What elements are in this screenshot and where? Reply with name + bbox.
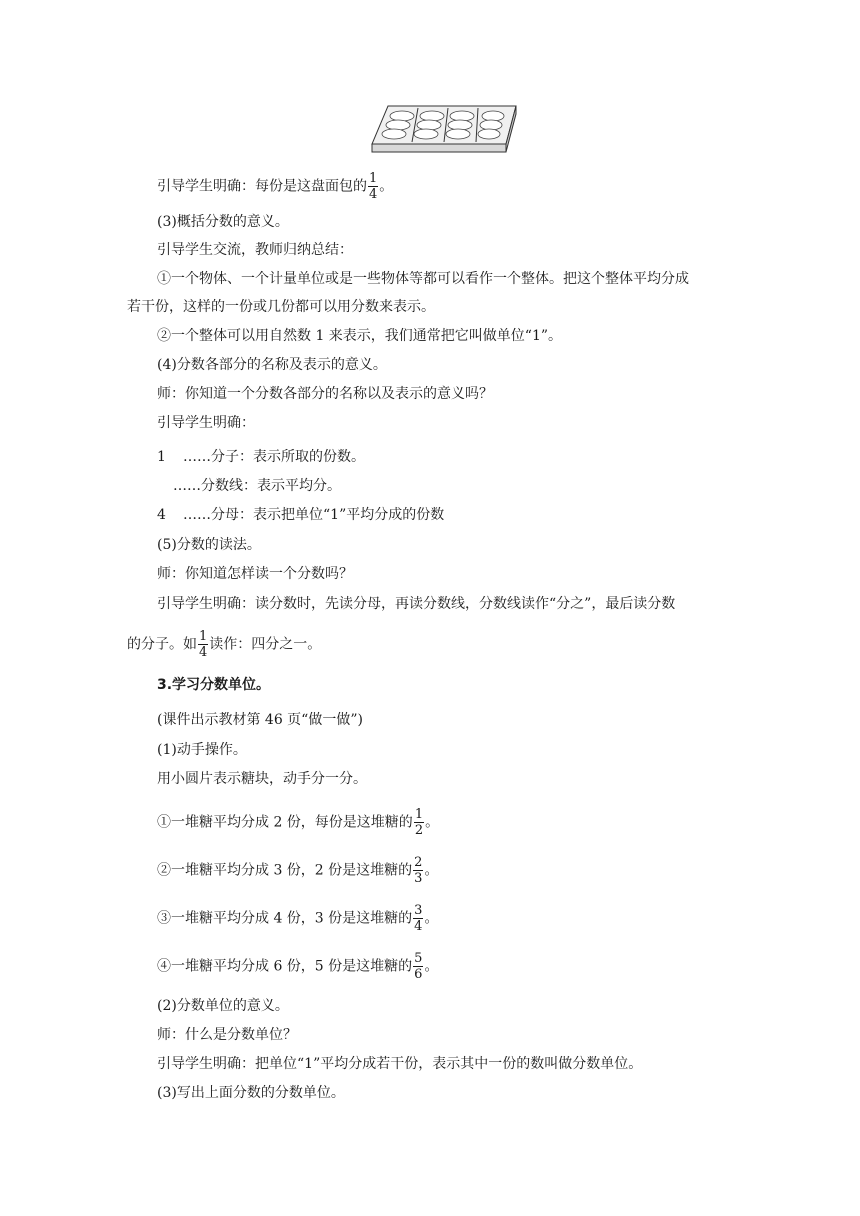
subheading: (3)概括分数的意义。 bbox=[157, 214, 289, 230]
fraction: $\frac{2}{3}$ bbox=[414, 855, 423, 886]
text-line: 若干份，这样的一份或几份都可以用分数来表示。 bbox=[127, 299, 435, 315]
text-line: ②一堆糖平均分成 3 份，2 份是这堆糖的 $\frac{2}{3}$ 。 bbox=[157, 855, 439, 886]
fraction: $\frac{1}{4}$ bbox=[199, 629, 208, 660]
text-line: ①一个物体、一个计量单位或是一些物体等都可以看作一个整体。把这个整体平均分成 bbox=[157, 271, 689, 287]
denominator-label: 4 bbox=[157, 507, 166, 523]
text-line: 师：你知道怎样读一个分数吗？ bbox=[157, 566, 353, 582]
fraction: $\frac{3}{4}$ bbox=[414, 903, 423, 934]
text-line: 师：什么是分数单位？ bbox=[157, 1027, 297, 1043]
subheading: (4)分数各部分的名称及表示的意义。 bbox=[157, 357, 387, 373]
subheading: (2)分数单位的意义。 bbox=[157, 998, 289, 1014]
text-line: 引导学生明确： bbox=[157, 415, 255, 431]
text-line: ①一堆糖平均分成 2 份，每份是这堆糖的 $\frac{1}{2}$ 。 bbox=[157, 807, 440, 838]
text-line: ④一堆糖平均分成 6 份，5 份是这堆糖的 $\frac{5}{6}$ 。 bbox=[157, 951, 439, 982]
text-line: 引导学生明确：读分数时，先读分母，再读分数线，分数线读作“分之”，最后读分数 bbox=[157, 596, 676, 612]
fraction-part-line: ……分数线：表示平均分。 bbox=[173, 478, 341, 494]
subheading: (5)分数的读法。 bbox=[157, 537, 261, 553]
text-line: ③一堆糖平均分成 4 份，3 份是这堆糖的 $\frac{3}{4}$ 。 bbox=[157, 903, 439, 934]
fraction-part-line: 1 ……分子：表示所取的份数。 bbox=[157, 449, 365, 465]
fraction: $\frac{1}{2}$ bbox=[414, 807, 424, 838]
text-line: 引导学生明确：把单位“1”平均分成若干份，表示其中一份的数叫做分数单位。 bbox=[157, 1056, 643, 1072]
text-line: (课件出示教材第 46 页“做一做”) bbox=[157, 712, 363, 728]
text-line: 的分子。如 $\frac{1}{4}$ 读作：四分之一。 bbox=[127, 629, 322, 660]
section-heading: 3.学习分数单位。 bbox=[157, 677, 271, 693]
subheading: (1)动手操作。 bbox=[157, 742, 247, 758]
text-line: ②一个整体可以用自然数 1 来表示，我们通常把它叫做单位“1”。 bbox=[157, 328, 563, 344]
bread-tray-illustration bbox=[366, 98, 522, 158]
text-line: 引导学生明确：每份是这盘面包的 $\frac{1}{4}$ 。 bbox=[157, 171, 394, 202]
numerator-label: 1 bbox=[157, 449, 166, 465]
fraction: $\frac{5}{6}$ bbox=[414, 951, 423, 982]
fraction: $\frac{1}{4}$ bbox=[369, 171, 378, 202]
text-line: 引导学生交流，教师归纳总结： bbox=[157, 242, 353, 258]
text-line: 用小圆片表示糖块，动手分一分。 bbox=[157, 771, 367, 787]
text-line: 师：你知道一个分数各部分的名称以及表示的意义吗？ bbox=[157, 386, 493, 402]
fraction-part-line: 4 ……分母：表示把单位“1”平均分成的份数 bbox=[157, 507, 445, 523]
subheading: (3)写出上面分数的分数单位。 bbox=[157, 1085, 345, 1101]
